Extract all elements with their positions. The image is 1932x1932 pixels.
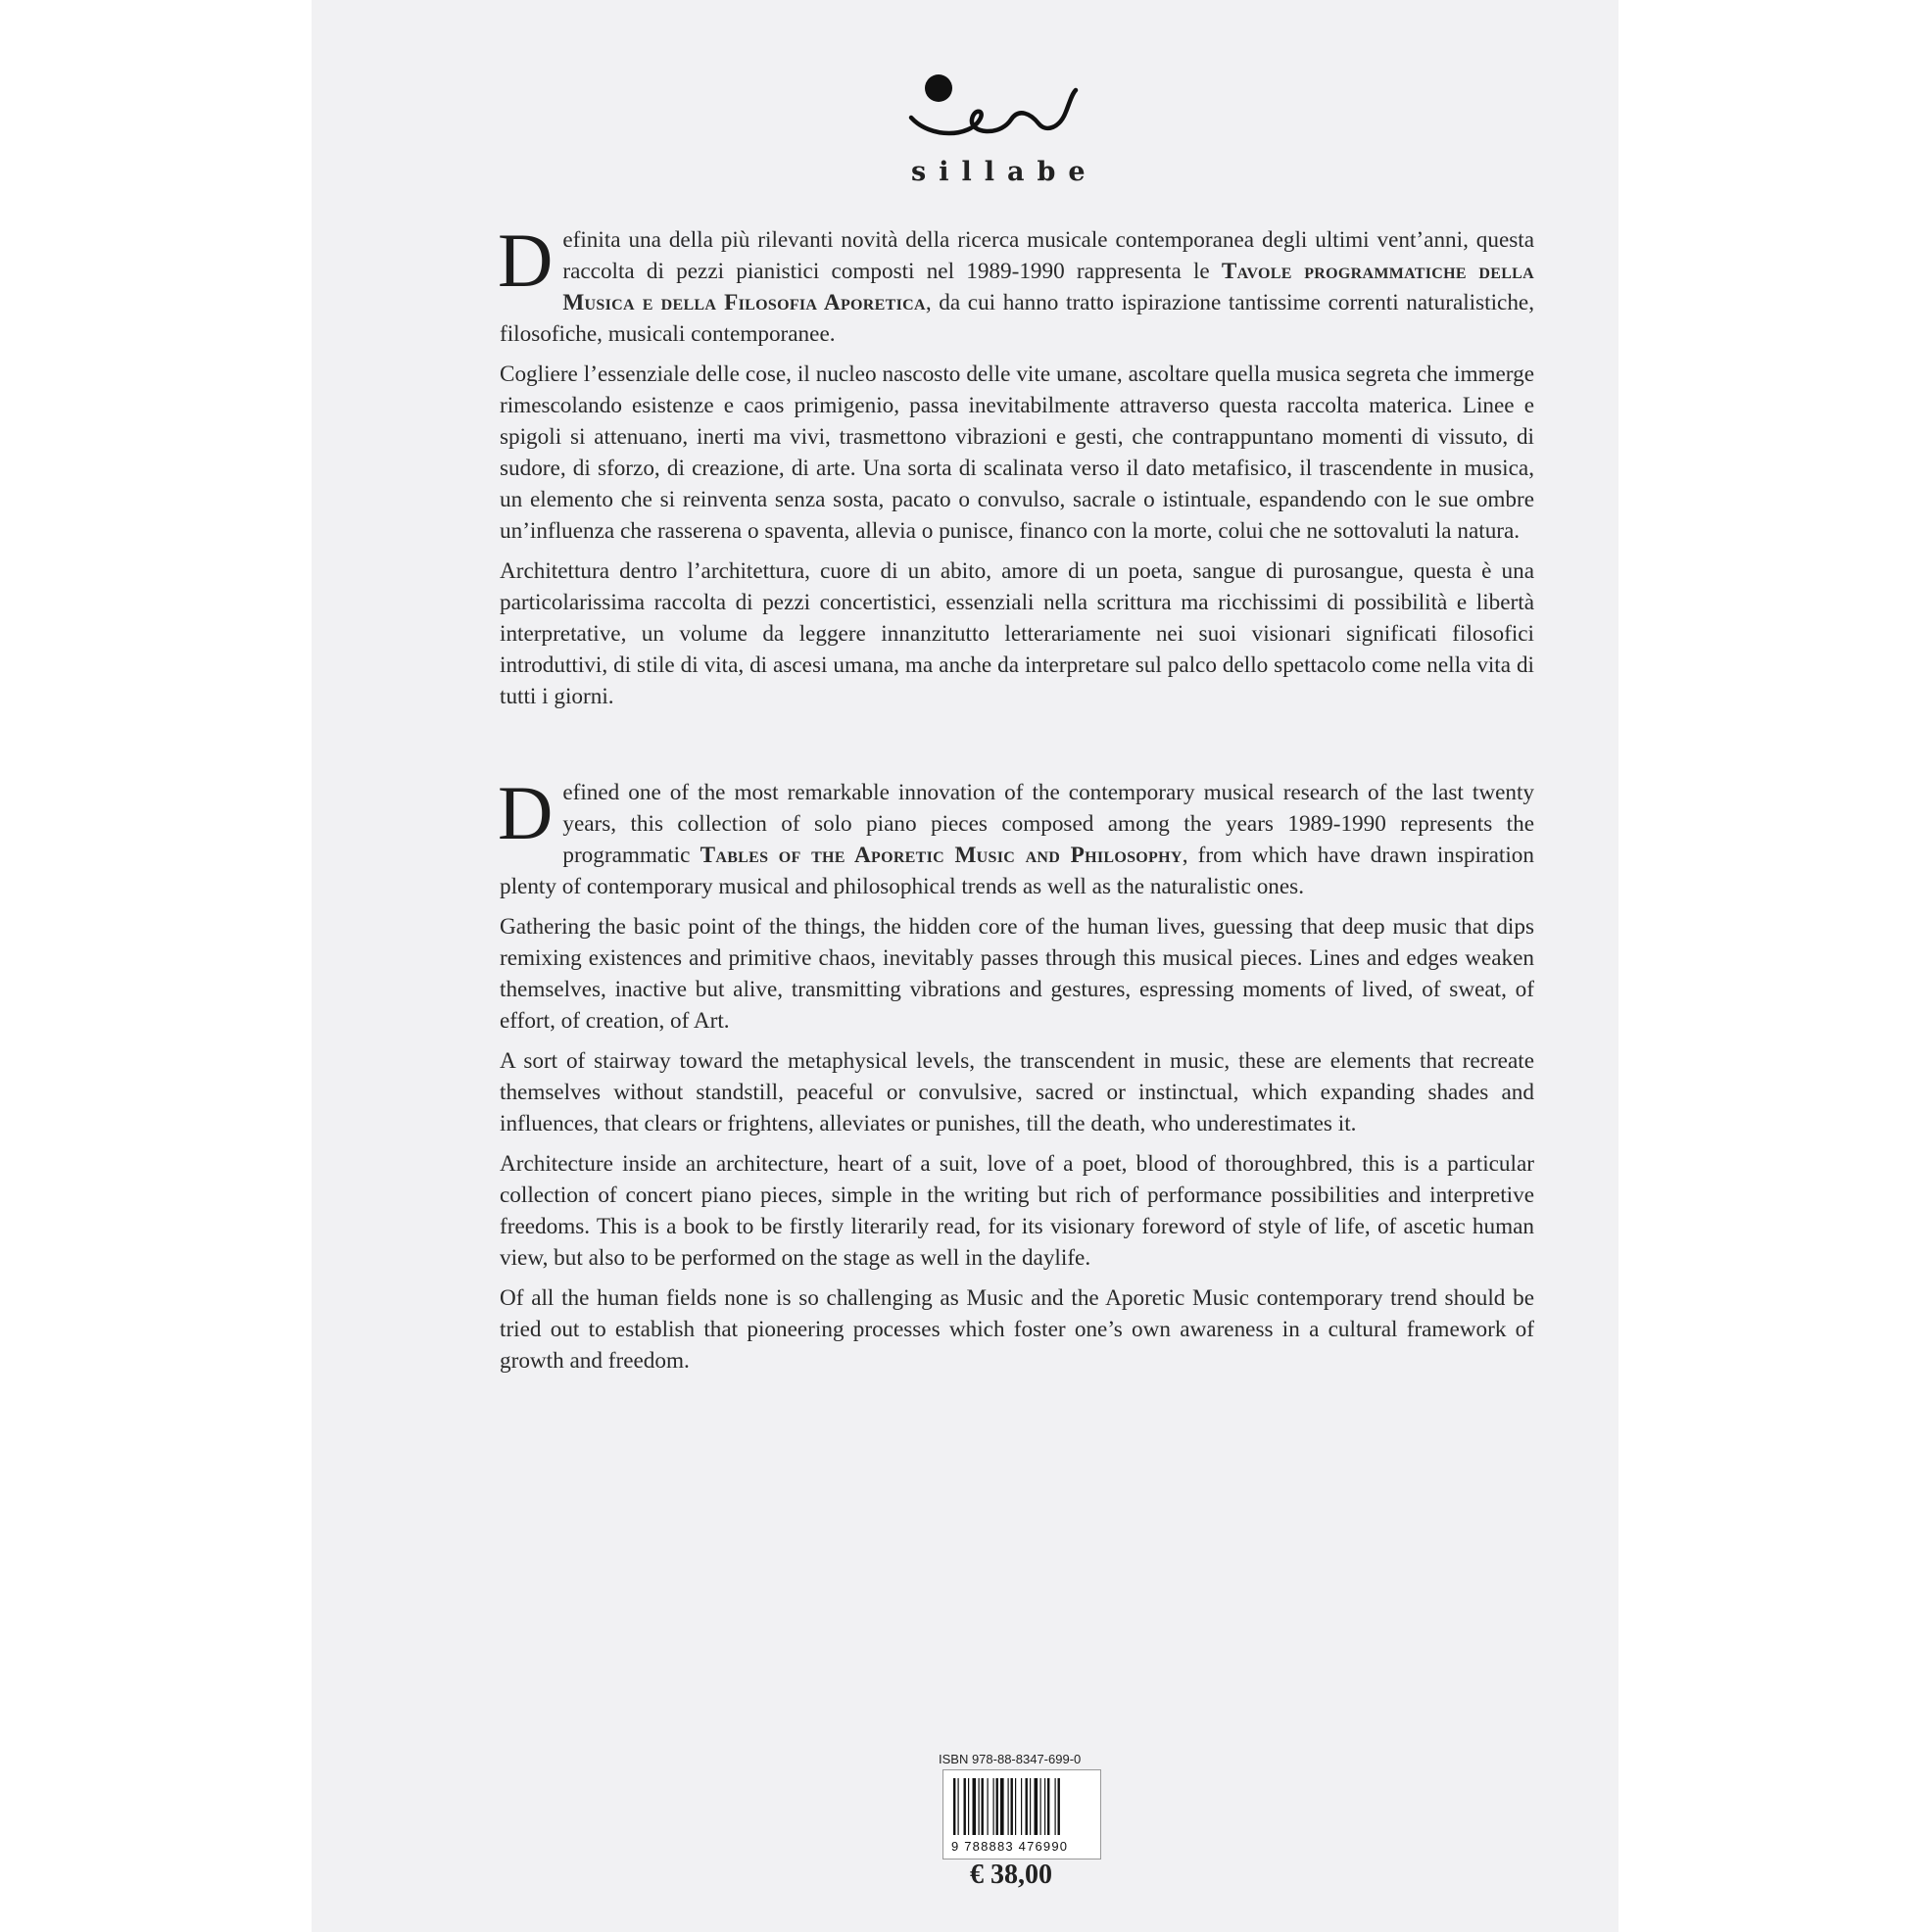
italian-paragraph-3: Architettura dentro l’architettura, cuore di un abito, amore di un poeta, sangue di purosangue, questa è una particolarissima raccolta di pezzi concertistici, essenziali nella scrittura ma ricchissimi di possibilità e libertà interpretative, un volume da leggere innanzitutto letterariamente nei suoi visionari significati filosofici introduttivi, di stile di vita, di ascesi umana, ma anche da interpretare sul palco dello spettacolo come nella vita di tutti i giorni. bbox=[500, 558, 1534, 709]
italian-dropcap: D bbox=[498, 217, 554, 303]
italian-paragraph-1: Definita una della più rilevanti novità della ricerca musicale contemporanea degli ultimi vent’anni, questa raccolta di pezzi pianistici composti nel 1989-1990 rappresenta le Tavole programmatiche della Musica e della Filosofia Aporetica, da cui hanno tratto ispirazione tantissime correnti naturalistiche, filosofiche, musicali contemporanee. bbox=[498, 217, 1535, 347]
english-highlight: Tables of the Aporetic Music and Philosophy bbox=[700, 843, 1183, 868]
english-description bbox=[498, 770, 1534, 1385]
barcode-digits: 9 788883 476990 bbox=[951, 1839, 1069, 1854]
barcode-icon bbox=[951, 1778, 1092, 1837]
english-paragraph-2: Gathering the basic point of the things, the hidden core of the human lives, guessing that deep music that dips remixing existences and primitive chaos, inevitably passes through this musical pieces. Lines and edges weaken themselves, inactive but alive, transmitting vibrations and gestures, espressing moments of lived, of sweat, of effort, of creation, of Art. bbox=[500, 914, 1534, 1034]
italian-description bbox=[498, 217, 1535, 721]
price: € 38,00 bbox=[970, 1860, 1052, 1890]
english-paragraph-3: A sort of stairway toward the metaphysical levels, the transcendent in music, these are elements that recreate themselves without standstill, peaceful or convulsive, sacred or instinctual, which expanding shades and influences, that clears or frightens, alleviates or punishes, till the death, who underestimates it. bbox=[500, 1048, 1534, 1136]
english-dropcap: D bbox=[498, 770, 554, 855]
barcode bbox=[942, 1769, 1101, 1860]
brand-name: sillabe bbox=[911, 157, 1098, 187]
italian-paragraph-2: Cogliere l’essenziale delle cose, il nucleo nascosto delle vite umane, ascoltare quella musica segreta che immerge rimescolando esistenze e caos primigenio, passa inevitabilmente attraverso questa raccolta materica. Linee e spigoli si attenuano, inerti ma vivi, trasmettono vibrazioni e gesti, che contrappuntano momenti di vissuto, di sudore, di sforzo, di creazione, di arte. Una sorta di scalinata verso il dato metafisico, il trascendente in musica, un elemento che si reinventa senza sosta, pacato o convulso, sacrale o istintuale, espandendo con le sue ombre un’influenza che rasserena o spaventa, allevia o punisce, financo con la morte, colui che ne sottovaluti la natura. bbox=[500, 362, 1534, 544]
isbn-label: ISBN 978-88-8347-699-0 bbox=[939, 1752, 1082, 1766]
italian-highlight: Tavole programmatiche della Musica e della Filosofia Aporetica bbox=[562, 259, 1534, 315]
english-paragraph-5: Of all the human fields none is so challenging as Music and the Aporetic Music contemporary trend should be tried out to establish that pioneering processes which foster one’s own awareness in a cultural framework of growth and freedom. bbox=[500, 1285, 1534, 1374]
english-paragraph-4: Architecture inside an architecture, heart of a suit, love of a poet, blood of thoroughbred, this is a particular collection of concert piano pieces, simple in the writing but rich of performance possibilities and interpretive freedoms. This is a book to be firstly literarily read, for its visionary foreword of style of life, of ascetic human view, but also to be performed on the stage as well in the daylife. bbox=[500, 1151, 1534, 1271]
english-paragraph-1: Defined one of the most remarkable innovation of the contemporary musical research of the last twenty years, this collection of solo piano pieces composed among the years 1989-1990 represents the programmatic Tables of the Aporetic Music and Philosophy, from which have drawn inspiration plenty of contemporary musical and philosophical trends as well as the naturalistic ones. bbox=[498, 770, 1534, 899]
